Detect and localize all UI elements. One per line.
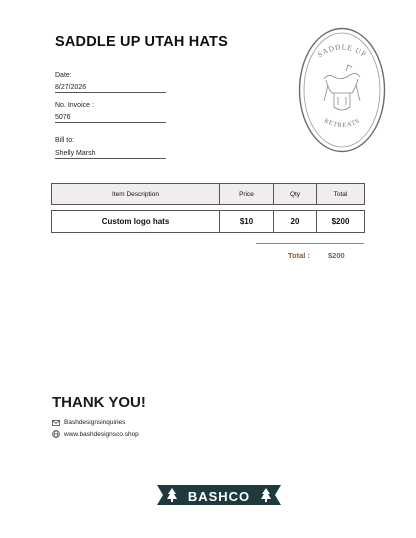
column-header-description: Item Description — [52, 184, 220, 205]
thank-you-heading: THANK YOU! — [52, 394, 146, 411]
invoice-number-label: No. Invoice : — [55, 102, 94, 109]
bill-to-value: Shelly Marsh — [55, 150, 166, 159]
bashco-logo — [157, 481, 281, 509]
email-text: Bashdesignsinquiries — [64, 419, 126, 426]
date-label: Date: — [55, 72, 72, 79]
mail-icon — [52, 420, 60, 426]
item-total-cell: $200 — [317, 211, 365, 233]
svg-text:RETREATS — [323, 117, 362, 129]
date-value: 8/27/2026 — [55, 84, 166, 93]
item-description-cell: Custom logo hats — [52, 211, 220, 233]
globe-icon — [52, 430, 60, 438]
website-contact — [52, 430, 139, 438]
website-link[interactable]: www.bashdesignsco.shop — [64, 430, 139, 438]
item-qty-cell: 20 — [274, 211, 317, 233]
saddle-up-retreats-seal — [298, 27, 386, 153]
items-header-table — [51, 183, 365, 205]
column-header-price: Price — [220, 184, 274, 205]
seal-bottom-text: RETREATS — [322, 117, 362, 130]
item-price-cell: $10 — [220, 211, 274, 233]
bill-to-label: Bill to: — [55, 137, 75, 144]
logo-text: BASHCO — [187, 489, 251, 504]
invoice-number-value: 5076 — [55, 114, 166, 123]
seal-top-text: SADDLE UP — [315, 42, 369, 60]
total-label: Total : — [288, 251, 310, 260]
saddle-icon — [324, 65, 360, 110]
column-header-total: Total — [317, 184, 365, 205]
svg-text:SADDLE UP — [316, 42, 368, 59]
items-table — [51, 210, 365, 233]
total-value: $200 — [328, 251, 345, 260]
column-header-qty: Qty — [274, 184, 317, 205]
email-contact — [52, 419, 125, 426]
invoice-title: SADDLE UP UTAH HATS — [55, 34, 228, 50]
table-header-row — [52, 184, 365, 205]
total-divider — [256, 243, 364, 244]
table-row — [52, 211, 365, 233]
